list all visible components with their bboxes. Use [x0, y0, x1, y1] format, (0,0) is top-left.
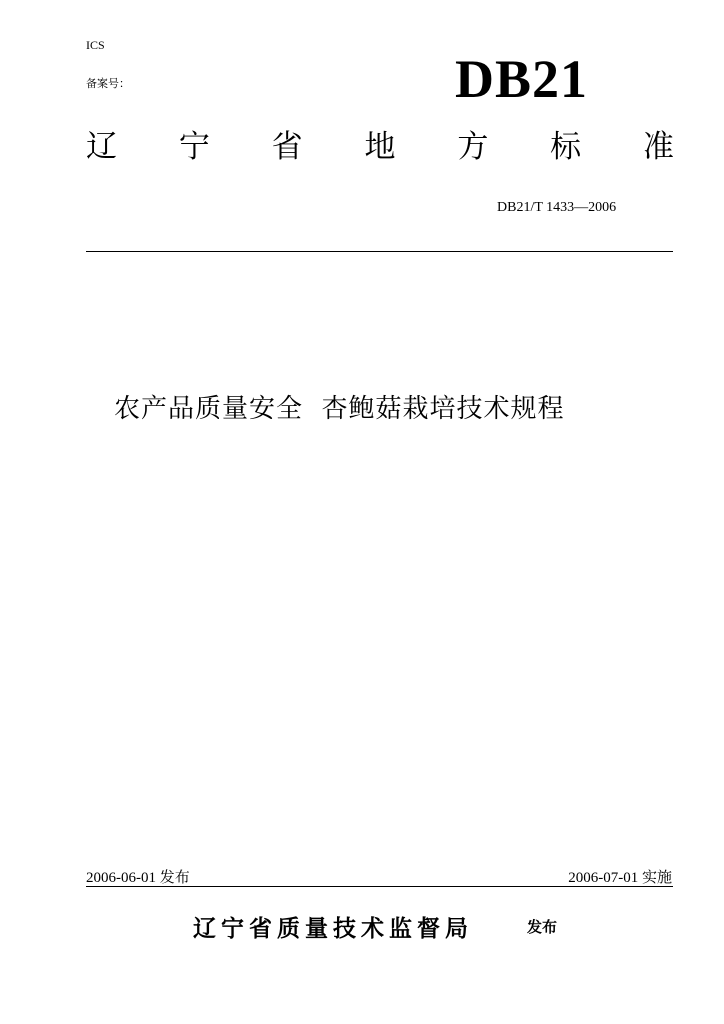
- publisher-name: 辽宁省质量技术监督局: [193, 916, 473, 942]
- implementation-date: 2006-07-01 实施: [568, 870, 672, 886]
- bottom-divider: [86, 886, 673, 887]
- record-number-label: 备案号：: [86, 77, 130, 90]
- document-title: 农产品质量安全 杏鲍菇栽培技术规程: [114, 394, 565, 424]
- standard-type-char: 宁: [178, 129, 210, 165]
- ics-label: ICS: [86, 38, 105, 52]
- standard-type-char: 省: [271, 129, 303, 165]
- standard-type-char: 辽: [86, 129, 117, 165]
- top-divider: [86, 251, 673, 252]
- standard-number: DB21/T 1433—2006: [497, 200, 617, 215]
- db-code: DB21: [455, 49, 589, 109]
- issue-date: 2006-06-01 发布: [86, 870, 190, 886]
- standard-type-char: 准: [642, 129, 674, 165]
- standard-type-char: 方: [457, 129, 489, 165]
- standard-type-char: 地: [364, 129, 396, 165]
- standard-type-title: [86, 129, 674, 165]
- publish-label: 发布: [527, 918, 558, 936]
- standard-type-char: 标: [550, 129, 582, 165]
